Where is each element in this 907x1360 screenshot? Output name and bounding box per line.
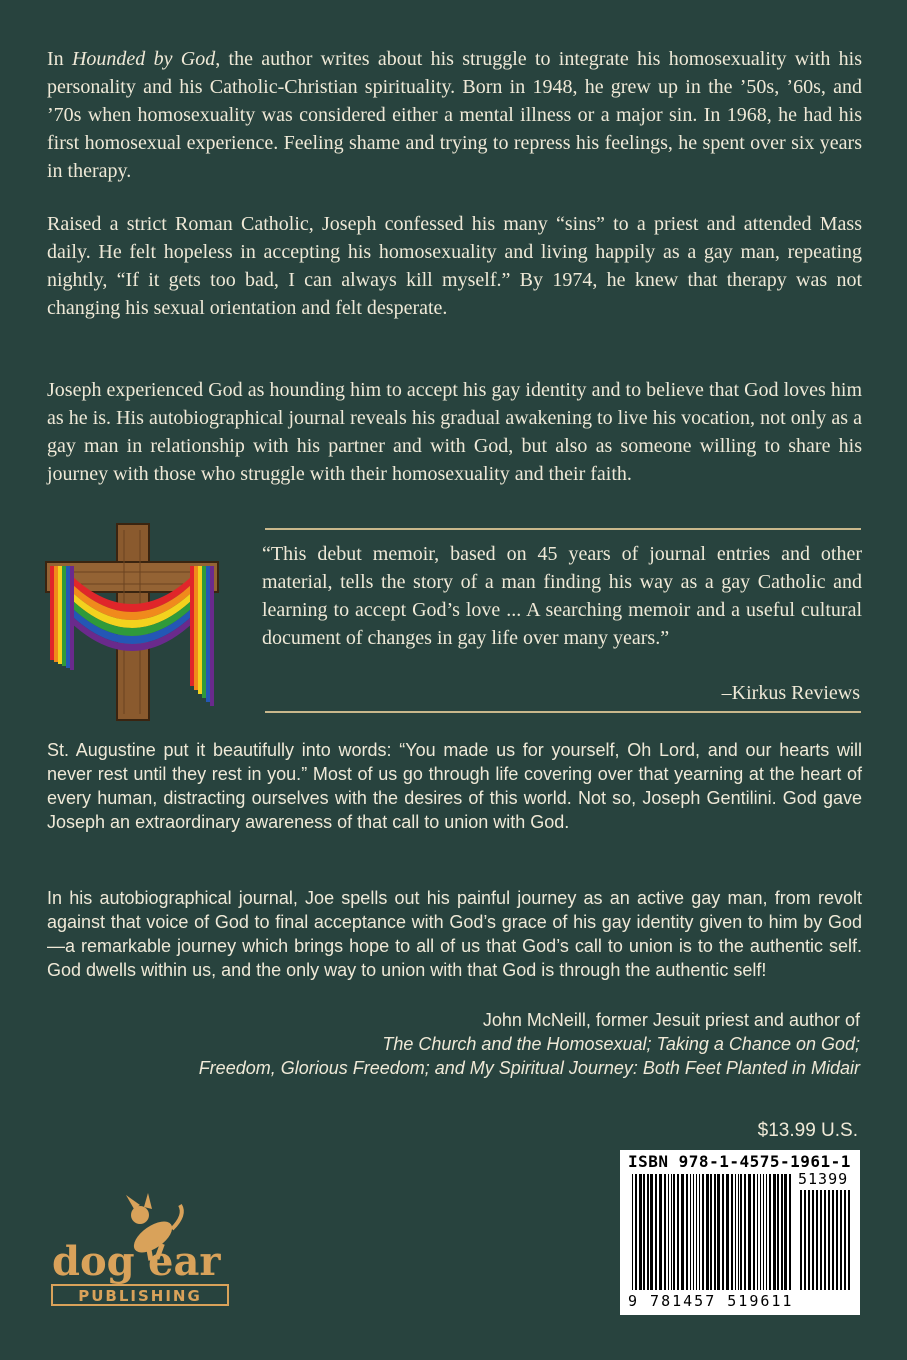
barcode-bar — [671, 1174, 672, 1290]
endorsement-works-line-1: The Church and the Homosexual; Taking a Chance on God; — [382, 1034, 860, 1054]
barcode-bar — [769, 1174, 771, 1290]
endorsement-works-line-2: Freedom, Glorious Freedom; and My Spiritual Journey: Both Feet Planted in Midair — [198, 1058, 860, 1078]
book-title: Hounded by God — [71, 48, 216, 70]
barcode-bar — [763, 1174, 764, 1290]
barcode-bar — [690, 1174, 691, 1290]
barcode-bar — [643, 1174, 645, 1290]
barcode-bar — [808, 1190, 810, 1290]
barcode-bar — [773, 1174, 776, 1290]
divider-top — [265, 528, 861, 530]
barcode-bar — [686, 1174, 688, 1290]
barcode-bar — [812, 1190, 814, 1290]
rainbow-cross-icon — [42, 522, 222, 722]
barcode-bar — [706, 1174, 709, 1290]
barcode-bar — [668, 1174, 669, 1290]
barcode-bar — [820, 1190, 822, 1290]
barcode-bar — [722, 1174, 724, 1290]
barcode-bar — [840, 1190, 842, 1290]
barcode-bar — [777, 1174, 779, 1290]
barcode-bar — [760, 1174, 761, 1290]
barcode-bar — [753, 1174, 755, 1290]
barcode-bar — [735, 1174, 736, 1290]
barcode-bar — [784, 1174, 787, 1290]
price: $13.99 U.S. — [757, 1120, 858, 1141]
barcode-bar — [635, 1174, 637, 1290]
barcode-bar — [844, 1190, 846, 1290]
svg-text:dog: dog — [52, 1238, 135, 1285]
barcode-bar — [650, 1174, 653, 1290]
barcode-bar — [816, 1190, 818, 1290]
blurb-paragraph-1: In Hounded by God, the author writes about his struggle to integrate his homosexuality with his personality and his Catholic-Christian spirituality. Born in 1948, he grew up in the ’50s, ’60s, and ’70s when homosexuality was considered either a mental illness or a major sin. In 1968, he had his first homosexual experience. Feeling shame and trying to repress his feelings, he spent over six years in therapy. — [47, 48, 862, 182]
barcode-bar — [740, 1174, 742, 1290]
barcode-bar — [696, 1174, 697, 1290]
barcode-bar — [699, 1174, 700, 1290]
barcode-bar — [800, 1190, 802, 1290]
barcode-bar — [664, 1174, 666, 1290]
barcode-bar — [848, 1190, 850, 1290]
barcode-bar — [632, 1174, 633, 1290]
barcode-bar — [757, 1174, 758, 1290]
barcode-bar — [659, 1174, 662, 1290]
blurb-paragraph-2: Raised a strict Roman Catholic, Joseph confessed his many “sins” to a priest and attended Mass daily. He felt hopeless in accepting his homosexuality and living happily as a gay man, repeating nightly, “If it gets too bad, I can always kill myself.” By 1974, he knew that therapy was not changing his sexual orientation and felt desperate. — [47, 213, 862, 319]
barcode-bar — [717, 1174, 720, 1290]
barcode-bar — [693, 1174, 694, 1290]
barcode-bar — [832, 1190, 834, 1290]
publisher-logo — [48, 1185, 238, 1310]
endorsement-attribution: John McNeill, former Jesuit priest and author of — [482, 1010, 860, 1030]
barcode-bar — [702, 1174, 704, 1290]
barcode-bar — [639, 1174, 642, 1290]
divider-bottom — [265, 711, 861, 713]
barcode-bar — [731, 1174, 733, 1290]
endorsement-paragraph-2: In his autobiographical journal, Joe spells out his painful journey as an active gay man, from revolt against that voice of God to final acceptance with God’s grace of his gay identity given to him by God—a remarkable journey which brings hope to all of us that God’s call to union is to the authentic self. God dwells within us, and the only way to union with that God is through the authentic self! — [47, 888, 862, 980]
barcode-addon: 51399 — [798, 1170, 849, 1188]
review-quote: “This debut memoir, based on 45 years of journal entries and other material, tells the story of a man finding his way as a gay Catholic and learning to accept God’s love ... A searching memoir and a useful cultural document of changes in gay life over many years.” — [262, 543, 862, 649]
barcode-bar — [781, 1174, 783, 1290]
barcode-bar — [766, 1174, 767, 1290]
barcode-bar — [726, 1174, 729, 1290]
barcode-bar — [748, 1174, 751, 1290]
endorsement-paragraph-1: St. Augustine put it beautifully into words: “You made us for yourself, Oh Lord, and our hearts will never rest until they rest in you.” Most of us go through life covering over that yearning at the heart of every human, distracting ourselves with the desires of this world. Not so, Joseph Gentilini. God gave Joseph an extraordinary awareness of that call to union with God. — [47, 740, 862, 832]
barcode-bar — [744, 1174, 746, 1290]
barcode-digits: 9 781457 519611 — [628, 1292, 794, 1310]
barcode-bar — [804, 1190, 806, 1290]
barcode-bar — [828, 1190, 830, 1290]
barcode-bar — [824, 1190, 826, 1290]
review-source: –Kirkus Reviews — [721, 682, 860, 704]
svg-text:PUBLISHING: PUBLISHING — [78, 1287, 202, 1305]
isbn-label: ISBN 978-1-4575-1961-1 — [628, 1152, 851, 1171]
barcode-bar — [647, 1174, 649, 1290]
barcode-bar — [681, 1174, 684, 1290]
barcode-bar — [738, 1174, 739, 1290]
barcode-bar — [677, 1174, 679, 1290]
barcode — [620, 1150, 860, 1315]
barcode-bar — [655, 1174, 657, 1290]
barcode-bar — [836, 1190, 838, 1290]
barcode-bar — [789, 1174, 791, 1290]
barcode-bar — [714, 1174, 716, 1290]
barcode-bar — [710, 1174, 712, 1290]
barcode-bar — [673, 1174, 675, 1290]
blurb-paragraph-3: Joseph experienced God as hounding him to accept his gay identity and to believe that God loves him as he is. His autobiographical journal reveals his gradual awakening to live his vocation, not only as a gay man in relationship with his partner and with God, but also as someone willing to share his journey with those who struggle with their homosexuality and their faith. — [47, 379, 862, 485]
svg-text:ear: ear — [148, 1238, 221, 1285]
